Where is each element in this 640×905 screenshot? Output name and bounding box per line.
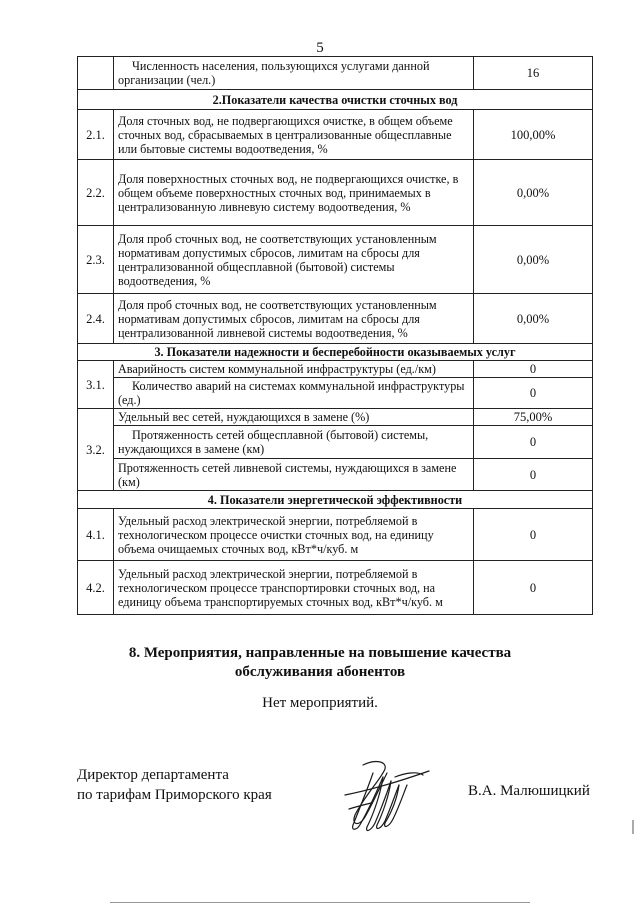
no-actions-text: Нет мероприятий.: [262, 695, 378, 711]
row-number: 4.1.: [78, 509, 114, 561]
row-value: 0: [474, 459, 593, 491]
row-value: 16: [474, 57, 593, 90]
row-value: 0,00%: [474, 226, 593, 294]
row-number: 3.1.: [78, 361, 114, 409]
signatory-title: [77, 765, 272, 805]
row-number: 2.1.: [78, 110, 114, 160]
row-value: 0,00%: [474, 294, 593, 344]
table-row: [78, 378, 593, 409]
row-number: 3.2.: [78, 409, 114, 491]
row-description: Удельный расход электрической энергии, потребляемой в технологическом процессе транспортировки сточных вод, на единицу объема транспортируемых сточных вод, кВт*ч/куб. м: [114, 561, 474, 615]
row-value: 0: [474, 378, 593, 409]
row-value: 0,00%: [474, 160, 593, 226]
section-row: [78, 90, 593, 110]
indicators-table: [77, 56, 593, 615]
row-value: 0: [474, 426, 593, 459]
table-row: [78, 509, 593, 561]
table-row: [78, 110, 593, 160]
table-row: [78, 561, 593, 615]
row-value: 100,00%: [474, 110, 593, 160]
row-description: Количество аварий на системах коммунальной инфраструктуры (ед.): [114, 378, 474, 409]
scan-edge-mark: [632, 820, 634, 834]
section-title-2: 2.Показатели качества очистки сточных вод: [78, 90, 593, 110]
row-description: Доля сточных вод, не подвергающихся очистке, в общем объеме сточных вод, сбрасываемых в централизованные общесплавные или бытовые системы водоотведения, %: [114, 110, 474, 160]
row-description: Аварийность систем коммунальной инфраструктуры (ед./км): [114, 361, 474, 378]
signatory-name: В.А. Малюшицкий: [468, 783, 590, 799]
row-description: Удельный расход электрической энергии, потребляемой в технологическом процессе очистки сточных вод, на единицу объема очищаемых сточных вод, кВт*ч/куб. м: [114, 509, 474, 561]
section-row: [78, 344, 593, 361]
table-row: [78, 160, 593, 226]
section-8-heading-line-2: обслуживания абонентов: [234, 664, 406, 680]
row-value: 0: [474, 361, 593, 378]
row-value: 0: [474, 561, 593, 615]
row-description: Доля поверхностных сточных вод, не подвергающихся очистке, в общем объеме поверхностных сточных вод, принимаемых в централизованную ливневую систему водоотведения, %: [114, 160, 474, 226]
row-number: 2.4.: [78, 294, 114, 344]
section-title-3: 3. Показатели надежности и бесперебойности оказываемых услуг: [78, 344, 593, 361]
table-row: [78, 57, 593, 90]
handwritten-signature-icon: [325, 755, 435, 835]
table-row: [78, 294, 593, 344]
row-description: Протяженность сетей ливневой системы, нуждающихся в замене (км): [114, 459, 474, 491]
section-8-heading-line-1: 8. Мероприятия, направленные на повышение качества: [128, 645, 512, 661]
row-value: 75,00%: [474, 409, 593, 426]
section-8-heading: [0, 644, 640, 682]
row-description: Доля проб сточных вод, не соответствующих установленным нормативам допустимых сбросов, лимитам на сбросы для централизованной общесплавной (бытовой) системы водоотведения, %: [114, 226, 474, 294]
row-number: 2.3.: [78, 226, 114, 294]
row-number: 4.2.: [78, 561, 114, 615]
row-number: 2.2.: [78, 160, 114, 226]
table-row: [78, 459, 593, 491]
row-description: Протяженность сетей общесплавной (бытовой) системы, нуждающихся в замене (км): [114, 426, 474, 459]
signatory-title-line-2: по тарифам Приморского края: [77, 787, 272, 803]
table-row: [78, 226, 593, 294]
row-value: 0: [474, 509, 593, 561]
row-description: Удельный вес сетей, нуждающихся в замене (%): [114, 409, 474, 426]
row-description: Доля проб сточных вод, не соответствующих установленным нормативам допустимых сбросов, лимитам на сбросы для централизованной ливневой системы водоотведения, %: [114, 294, 474, 344]
page-number: 5: [316, 40, 324, 56]
table-row: [78, 361, 593, 378]
row-description: Численность населения, пользующихся услугами данной организации (чел.): [114, 57, 474, 90]
signatory-title-line-1: Директор департамента: [77, 767, 229, 783]
section-row: [78, 491, 593, 509]
section-title-4: 4. Показатели энергетической эффективности: [78, 491, 593, 509]
scan-edge-line: [110, 902, 530, 903]
row-number: [78, 57, 114, 90]
table-row: [78, 409, 593, 426]
table-row: [78, 426, 593, 459]
